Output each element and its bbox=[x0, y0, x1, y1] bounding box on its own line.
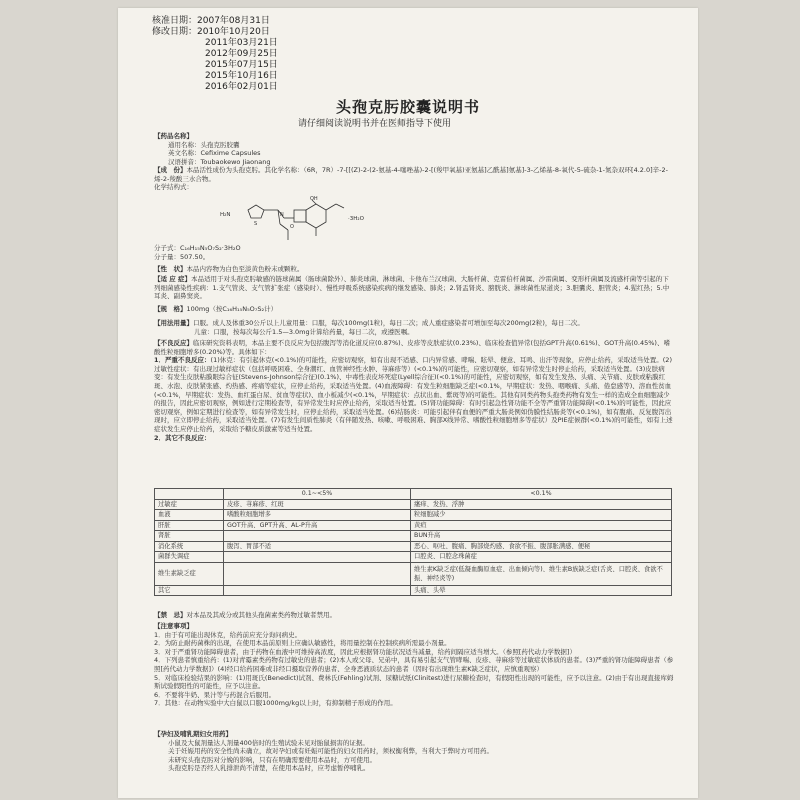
pregnancy-item: 关于妊娠用药的安全性尚未确立，故对孕妇或有妊娠可能性的妇女用药时，须权衡利弊，当利大于弊时方可用药。 bbox=[168, 747, 493, 756]
table-cell: 肝脏 bbox=[155, 520, 224, 531]
table-cell: 黄疸 bbox=[411, 520, 672, 531]
formula-section bbox=[154, 244, 674, 261]
dosage-line-2: 儿童：口服，按每次每公斤1.5—3.0mg计算给药量，每日二次，或遵医嘱。 bbox=[194, 327, 414, 336]
indications-section bbox=[154, 275, 674, 301]
english-name: 英文名称：Cefixime Capsules bbox=[168, 149, 261, 158]
composition-section bbox=[154, 166, 674, 192]
adverse-reaction-table bbox=[154, 488, 672, 596]
table-row bbox=[155, 510, 672, 521]
contraindications-section bbox=[154, 611, 674, 620]
table-cell bbox=[224, 585, 411, 596]
thiazole-ring bbox=[248, 205, 264, 218]
table-cell: 恶心、呕吐、腹痛、胸部烧灼感、食欲不振、腹部胀满感、便秘 bbox=[411, 541, 672, 552]
pregnancy-item: 头孢克肟是否经人乳排泄尚不清楚，在使用本品时，应考虑暂停哺乳。 bbox=[168, 764, 370, 773]
contraindications-heading: 【禁 忌】 bbox=[154, 611, 187, 619]
document-title: 头孢克肟胶囊说明书 bbox=[335, 98, 480, 116]
table-cell: 粒细胞减少 bbox=[411, 510, 672, 521]
traits-section bbox=[154, 265, 674, 274]
composition-text: 本品活性成份为头孢克肟。其化学名称：（6R，7R）-7-[[(Z)-2-(2-氨基-4-噻唑基)-2-[(羧甲氧基)亚氨基]乙酰基]氨基]-3-乙烯基-8-氧代-5-硫杂-1-氮杂双环[4.2.0]辛-2-烯-2-羧酸三水合物。 bbox=[154, 166, 668, 183]
table-cell bbox=[224, 562, 411, 585]
mol-s-label: S bbox=[254, 221, 258, 227]
beta-lactam-ring bbox=[294, 210, 306, 222]
pregnancy-heading: 【孕妇及哺乳期妇女用药】 bbox=[154, 730, 232, 738]
precaution-item: 4．下列患者慎重给药：(1)对青霉素类药物有过敏史的患者；(2)本人或父母、兄弟中，具有易引起支气管哮喘、皮疹、荨麻疹等过敏症状体质的患者。(3)严重的肾功能障碍患者（参照[药代动力学数据]）(4)经口给药困难或非经口摄取营养的患者、全身恶液质状态的患者（因时有出现维生素K缺乏症状，应慎重观察） bbox=[154, 656, 674, 673]
table-cell: 过敏症 bbox=[155, 499, 224, 510]
table-row bbox=[155, 499, 672, 510]
table-cell: 腹泻、胃部不适 bbox=[224, 541, 411, 552]
table-header-cell: <0.1% bbox=[411, 489, 672, 500]
table-cell: 血液 bbox=[155, 510, 224, 521]
approval-date-label: 核准日期： bbox=[152, 16, 198, 26]
adverse-intro: 临床研究资料表明，本品主要不良反应为包括腹泻等消化道反应(0.87%)、皮疹等皮肤症状(0.23%)、临床检查值异常(包括GPT升高(0.61%)、GOT升高(0.45%)、嗜酸性粒细胞增多(0.20%)等。具体如下： bbox=[154, 339, 670, 356]
dihydrothiazine-ring bbox=[306, 204, 326, 228]
dosage-section bbox=[154, 319, 674, 336]
mol-oh-label: OH bbox=[310, 196, 318, 202]
table-cell: GOT升高、GPT升高、AL-P升高 bbox=[224, 520, 411, 531]
precaution-item: 6．不要将牛奶、果汁等与药混合后服用。 bbox=[154, 690, 276, 699]
other-adverse-heading: 2．其它不良反应： bbox=[154, 433, 211, 442]
revision-date: 2015年07月15日 bbox=[205, 60, 278, 70]
revision-date: 2015年10月16日 bbox=[205, 71, 278, 81]
table-row bbox=[155, 520, 672, 531]
table-cell: 菌群失调症 bbox=[155, 552, 224, 563]
indications-text: 本品适用于对头孢克肟敏感的链球菌属（肠球菌除外）、肺炎球菌、淋球菌、卡他布兰汉球菌、大肠杆菌、克雷伯杆菌属、沙雷菌属、变形杆菌属及流感杆菌等引起的下列细菌感染性疾病：1.支气管炎、支气管扩张症（感染时）、慢性呼吸系统感染疾病的继发感染、肺炎；2.肾盂肾炎、膀胱炎、淋球菌性尿道炎；3.胆囊炎、胆管炎；4.猩红热；5.中耳炎、副鼻窦炎。 bbox=[154, 275, 670, 301]
table-header-cell: 0.1~<5% bbox=[224, 489, 411, 500]
structure-label: 化学结构式： bbox=[154, 183, 193, 192]
serious-text: (1)休克：有引起休克(<0.1%)的可能性，应密切观察，如有出现不适感、口内异常感、哮喘、眩晕、便意、耳鸣、出汗等现象，应停止给药，采取适当处置。(2)过敏性症状：有出现过敏样症状（包括呼吸困难、全身潮红、血管神经性水肿、荨麻疹等）(<0.1%)的可能性，应密切观察，如有异常发生时停止给药，采取适当处置。(3)皮肤病变：有发生皮肤粘膜眼综合征(Stevens-Johnson综合征)(0.1%)、中毒性表皮坏死症(Lyell综合征)(<0.1%)的可能性，应密切观察，如有发生发热、头痛、关节痛、皮肤或粘膜红斑、水泡、皮肤紧张感、灼热感、疼痛等症状，应停止给药，采取适当处置。(4)血液障碍：有发生粒细胞缺乏症(<0.1%，早期症状：发热、咽喉痛、头痛、倦怠感等)、溶血性贫血(<0.1%，早期症状：发热、血红蛋白尿、贫血等症状)、血小板减少(<0.1%，早期症状：点状出血、紫斑等)的可能性。其他有同类药物头孢类药物有发生一样的造成全血细胞减少的报告，因此应密切观察，例如进行定期检查等，有异常发生时应停止给药，采取适当处置。(5)肾功能障碍：有时引起急性肾功能不全等严重肾功能障碍(<0.1%)的可能性，因此应密切观察，例如定期进行检查等，如有异常发生时，应停止给药，采取适当处置。(6)结肠炎：可能引起伴有血便的严重大肠炎例如伪膜性结肠炎等(<0.1%)，如有腹痛、反复腹泻出现时，应立即停止给药，采取适当处置。(7)有发生间质性肺炎（有伴随发热、咳嗽、呼吸困难、胸部X线异常、嗜酸性粒细胞增多等症状）及PIE症候群(<0.1%)的可能性，如有上述症状发生应停止给药，采取给予糖皮质激素等适当处置。 bbox=[154, 356, 673, 433]
table-header-row bbox=[155, 489, 672, 500]
pinyin-name: 汉语拼音：Toubaokewo Jiaonang bbox=[168, 157, 271, 166]
precautions-section bbox=[154, 622, 674, 708]
precautions-heading: 【注意事项】 bbox=[154, 622, 193, 630]
revision-date: 2016年02月01日 bbox=[205, 82, 278, 92]
spec-heading: 【规 格】 bbox=[154, 305, 187, 313]
dosage-heading: 【用法用量】 bbox=[154, 319, 193, 327]
revision-date: 2011年03月21日 bbox=[205, 38, 278, 48]
document-subtitle: 请仔细阅读说明书并在医师指导下使用 bbox=[298, 119, 452, 129]
table-cell: 瘙痒、发热、浮肿 bbox=[411, 499, 672, 510]
date-block bbox=[152, 16, 278, 93]
table-cell: 维生素K缺乏症(低凝血酶原血症、出血倾向等)、维生素B族缺乏症(舌炎、口腔炎、食欲不振、神经炎等) bbox=[411, 562, 672, 585]
spec-section bbox=[154, 305, 674, 314]
table-row bbox=[155, 531, 672, 542]
precaution-item: 1．由于有可能出现休克，给药前应充分询问病史。 bbox=[154, 630, 302, 639]
revision-date: 2010年10月20日 bbox=[197, 27, 270, 37]
dosage-line-1: 口服。成人及体重30公斤以上儿童用量：口服，每次100mg(1粒)，每日二次；成人重症感染者可增加至每次200mg(2粒)，每日二次。 bbox=[193, 319, 584, 327]
drug-name-section bbox=[154, 132, 674, 166]
table-cell bbox=[224, 531, 411, 542]
pregnancy-section bbox=[154, 730, 674, 773]
chemical-structure bbox=[218, 196, 398, 242]
pregnancy-item: 小鼠及大鼠剂量达人剂量400倍时的生殖试验未见对胎鼠损害的证据。 bbox=[168, 738, 369, 747]
molecular-weight: 分子量：507.50。 bbox=[154, 252, 210, 261]
mol-n-label: N bbox=[280, 212, 284, 218]
adverse-section bbox=[154, 339, 674, 442]
precaution-item: 7．其他：在动物实验中大白鼠以口服1000mg/kg以上时，有抑制精子形成的作用。 bbox=[154, 699, 397, 708]
table-cell: 维生素缺乏症 bbox=[155, 562, 224, 585]
serious-heading: 1．严重不良反应： bbox=[154, 356, 211, 365]
traits-heading: 【性 状】 bbox=[154, 265, 187, 273]
table-row bbox=[155, 562, 672, 585]
table-cell: 肾脏 bbox=[155, 531, 224, 542]
spec-text: 100mg（按C₁₆H₁₅N₅O₇S₂计） bbox=[186, 305, 278, 313]
precaution-item: 3．对于严重肾功能障碍患者，由于药物在血液中可维持高浓度，因此应根据肾功能状况适当减量，给药间隔应适当增大。（参照[药代动力学数据]） bbox=[154, 647, 576, 656]
approval-date: 2007年08月31日 bbox=[197, 16, 270, 26]
mol-o-label: O bbox=[290, 224, 294, 230]
table-cell: 头痛、头晕 bbox=[411, 585, 672, 596]
mol-water-label: ·3H₂O bbox=[348, 216, 364, 222]
table-cell: 其它 bbox=[155, 585, 224, 596]
traits-text: 本品内容物为白色至淡黄色粉末或颗粒。 bbox=[186, 265, 304, 273]
table-cell: 嗜酸粒细胞增多 bbox=[224, 510, 411, 521]
table-row bbox=[155, 585, 672, 596]
generic-name: 通用名称：头孢克肟胶囊 bbox=[168, 140, 240, 149]
molecular-formula: 分子式：C₁₆H₁₅N₅O₇S₂·3H₂O bbox=[154, 244, 241, 252]
instruction-leaflet bbox=[118, 8, 698, 798]
mol-h2n-label: H₂N bbox=[220, 212, 231, 218]
precaution-item: 5．对临床检验结果的影响：(1)用斑氏(Benedict)试剂、费林氏(Fehling)试剂、尿糖试纸(Clinitest)进行尿糖检查时，有假阳性出现的可能性，应予以注意。(2)由于有出现直接库姆斯试验假阳性的可能性，应予以注意。 bbox=[154, 673, 674, 691]
revision-date: 2012年09月25日 bbox=[205, 49, 278, 59]
table-cell: BUN升高 bbox=[411, 531, 672, 542]
table-cell: 消化系统 bbox=[155, 541, 224, 552]
indications-heading: 【适 应 症】 bbox=[154, 275, 192, 283]
adverse-heading: 【不良反应】 bbox=[154, 339, 193, 347]
revision-date-label: 修改日期： bbox=[152, 27, 198, 37]
table-cell: 皮疹、荨麻疹、红斑 bbox=[224, 499, 411, 510]
drug-name-heading: 【药品名称】 bbox=[154, 132, 193, 140]
pregnancy-item: 未研究头孢克肟对分娩的影响，只有在明确需要使用本品时，方可使用。 bbox=[168, 755, 376, 764]
table-cell bbox=[224, 552, 411, 563]
table-row bbox=[155, 541, 672, 552]
precaution-item: 2．为防止耐药菌株的出现，在使用本品前原则上应确认敏感性，将用量控制在控制疾病所需最小剂量。 bbox=[154, 639, 451, 648]
table-cell: 口腔炎、口腔念珠菌症 bbox=[411, 552, 672, 563]
contraindications-text: 对本品及其成分或其他头孢菌素类药物过敏者禁用。 bbox=[186, 611, 336, 619]
table-header-cell bbox=[155, 489, 224, 500]
composition-heading: 【成 份】 bbox=[154, 166, 187, 174]
table-row bbox=[155, 552, 672, 563]
